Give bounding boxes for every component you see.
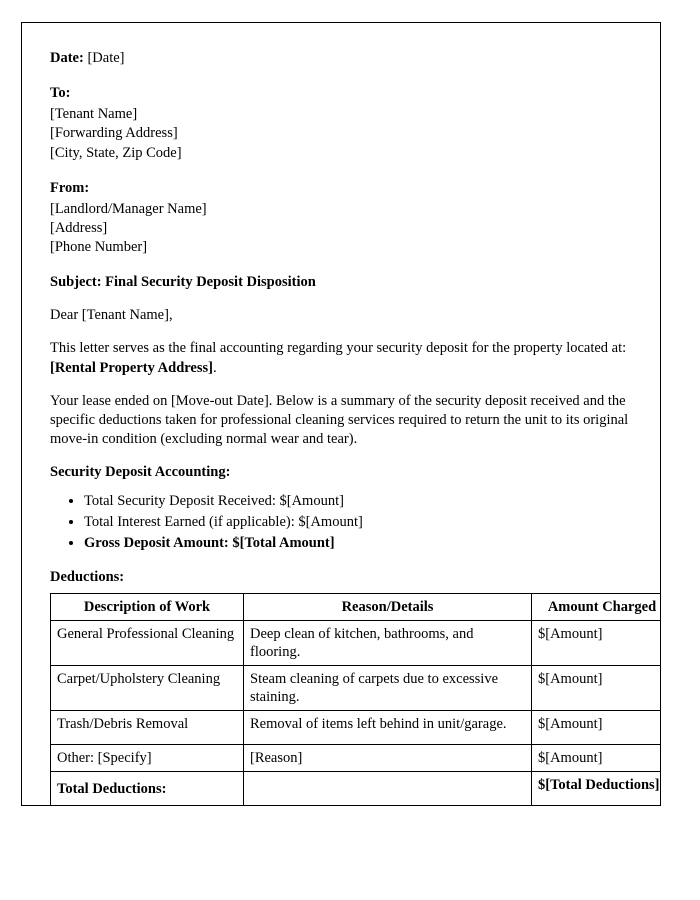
to-line-3: [City, State, Zip Code]: [50, 144, 182, 161]
cell-amount: $[Amount]: [532, 711, 662, 745]
table-row: [51, 711, 662, 745]
cell-description: Other: [Specify]: [51, 745, 244, 772]
from-line-1: [Landlord/Manager Name]: [50, 200, 207, 217]
cell-reason: Steam cleaning of carpets due to excessive staining.: [244, 666, 532, 711]
cell-reason: Deep clean of kitchen, bathrooms, and flooring.: [244, 620, 532, 665]
cell-amount: $[Amount]: [532, 745, 662, 772]
cell-reason: [Reason]: [244, 745, 532, 772]
date-value: [Date]: [87, 50, 125, 66]
from-label: From:: [50, 179, 90, 196]
table-total-row: [51, 772, 662, 806]
cell-reason: Removal of items left behind in unit/garage.: [244, 711, 532, 745]
rental-property-address: [Rental Property Address]: [50, 359, 213, 376]
accounting-list: [50, 492, 632, 553]
cell-total-label: Total Deductions:: [51, 772, 244, 806]
table-row: [51, 745, 662, 772]
from-line-2: [Address]: [50, 219, 108, 236]
to-line-1: [Tenant Name]: [50, 106, 138, 123]
list-item: • Total Interest Earned (if applicable): $[Amount]: [84, 513, 632, 532]
table-row: [51, 666, 662, 711]
paragraph-property-pre: This letter serves as the final accounting regarding your security deposit for the property located at:: [50, 340, 627, 357]
cell-total-amount: $[Total Deductions]: [532, 772, 662, 806]
column-header-description: Description of Work: [51, 593, 244, 620]
to-line-2: [Forwarding Address]: [50, 125, 178, 142]
column-header-reason: Reason/Details: [244, 593, 532, 620]
cell-description: Trash/Debris Removal: [51, 711, 244, 745]
from-line-3: [Phone Number]: [50, 239, 148, 255]
cell-total-reason: [244, 772, 532, 806]
deductions-heading: Deductions:: [50, 568, 125, 585]
salutation: Dear [Tenant Name],: [50, 307, 173, 324]
to-label: To:: [50, 85, 71, 102]
date-line: [50, 49, 632, 68]
cell-description: Carpet/Upholstery Cleaning: [51, 666, 244, 711]
cell-amount: $[Amount]: [532, 620, 662, 665]
cell-amount: $[Amount]: [532, 666, 662, 711]
paragraph-property: [50, 339, 632, 377]
subject-line: Subject: Final Security Deposit Disposition: [50, 274, 316, 291]
document-page: [21, 22, 661, 806]
cell-description: General Professional Cleaning: [51, 620, 244, 665]
paragraph-lease-summary: Your lease ended on [Move-out Date]. Below is a summary of the security deposit received and the specific deductions taken for professional cleaning services required to return the unit to its original move-in condition (excluding normal wear and tear).: [50, 392, 629, 447]
date-label: Date:: [50, 50, 84, 66]
paragraph-property-post: .: [212, 359, 217, 376]
table-header-row: [51, 593, 662, 620]
list-item: • Gross Deposit Amount: $[Total Amount]: [84, 534, 632, 553]
accounting-heading: Security Deposit Accounting:: [50, 464, 231, 480]
list-item: • Total Security Deposit Received: $[Amount]: [84, 492, 632, 511]
column-header-amount: Amount Charged: [532, 593, 662, 620]
table-row: [51, 620, 662, 665]
document-body: [22, 23, 660, 806]
deductions-table: [50, 593, 661, 806]
